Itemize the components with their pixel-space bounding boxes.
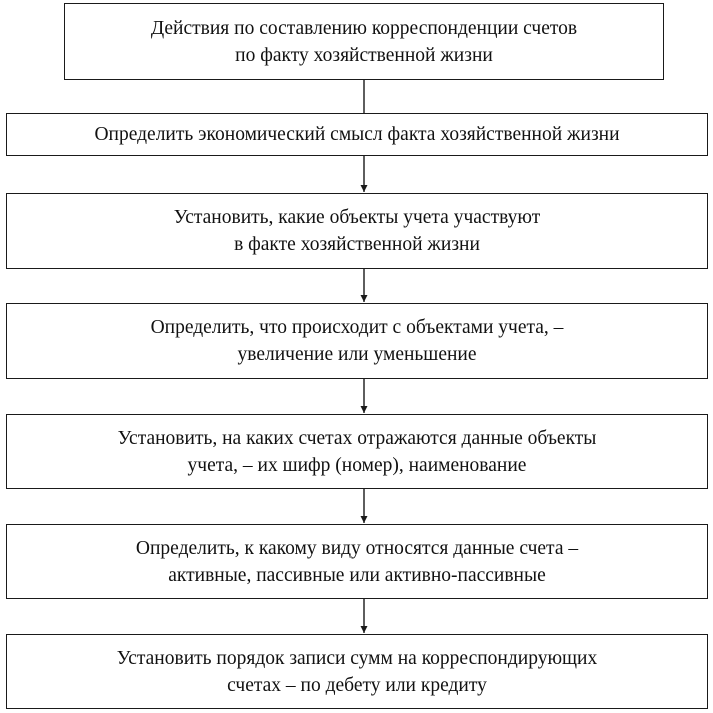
step-1-line-1: Определить экономический смысл факта хозяйственной жизни [94, 124, 620, 145]
step-5-line-1: Определить, к какому виду относятся данные счета – [135, 537, 579, 559]
step-2-line-2: в факте хозяйственной жизни [234, 234, 480, 255]
step-box-5 [6, 524, 708, 599]
step-4-line-1: Установить, на каких счетах отражаются данные объекты [117, 427, 597, 449]
step-5-line-2: активные, пассивные или активно-пассивные [168, 564, 546, 586]
step-2-line-1: Установить, какие объекты учета участвуют [173, 207, 541, 228]
step-4-line-2: учета, – их шифр (номер), наименование [187, 454, 527, 476]
step-6-line-2: счетах – по дебету или кредиту [227, 674, 487, 696]
step-box-1 [6, 113, 708, 156]
step-6-line-1: Установить порядок записи сумм на корреспондирующих [116, 647, 598, 669]
step-box-3 [6, 303, 708, 379]
title-box [64, 3, 664, 80]
title-line-1: Действия по составлению корреспонденции счетов [150, 17, 578, 39]
step-box-4 [6, 414, 708, 489]
step-3-line-2: увеличение или уменьшение [237, 344, 477, 365]
step-3-line-1: Определить, что происходит с объектами учета, – [150, 317, 564, 338]
step-box-6 [6, 634, 708, 709]
step-box-2 [6, 193, 708, 269]
title-line-2: по факту хозяйственной жизни [235, 44, 493, 66]
